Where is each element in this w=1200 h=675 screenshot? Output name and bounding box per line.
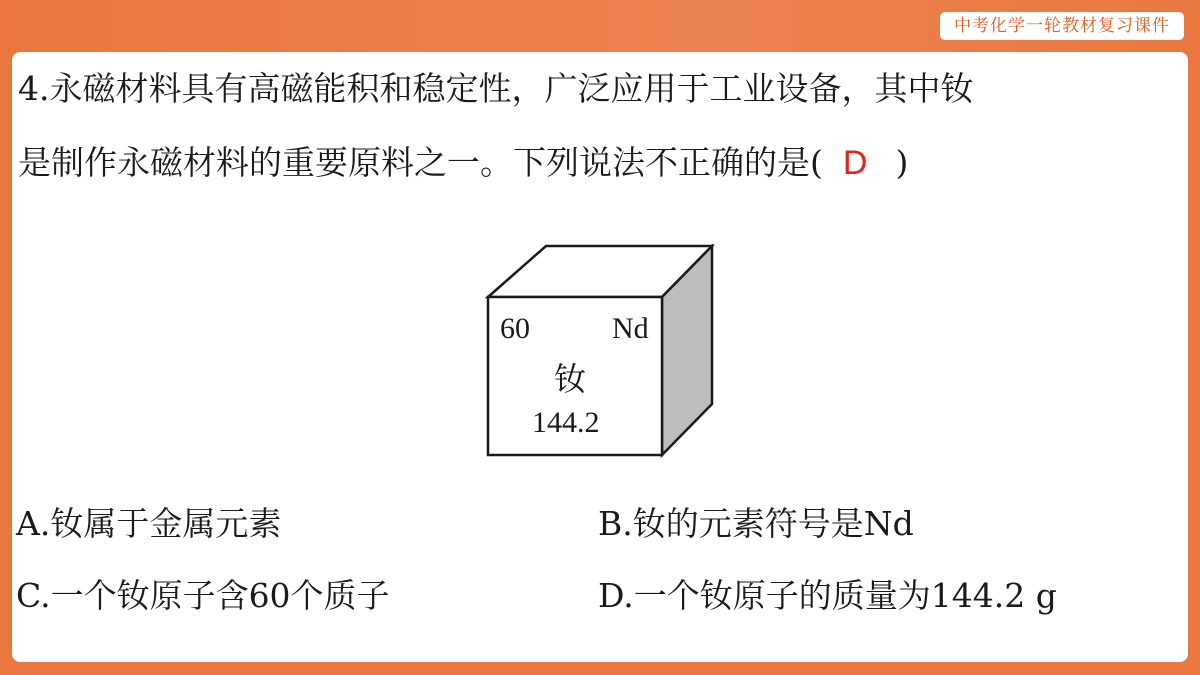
atomic-number: 60 xyxy=(500,312,530,345)
question-line-2 xyxy=(18,126,1168,200)
option-c: C.一个钕原子含60个质子 xyxy=(16,576,390,615)
option-d: D.一个钕原子的质量为144.2 g xyxy=(598,576,1057,615)
option-a: A.钕属于金属元素 xyxy=(16,504,282,543)
element-symbol: Nd xyxy=(612,312,649,345)
question-line-1: 4.永磁材料具有高磁能积和稳定性，广泛应用于工业设备，其中钕 xyxy=(18,69,974,108)
periodic-element-cube xyxy=(476,244,716,462)
question-close-paren: ) xyxy=(895,143,909,182)
course-title-badge: 中考化学一轮教材复习课件 xyxy=(940,12,1184,40)
question-line-2-text: 是制作永磁材料的重要原料之一。下列说法不正确的是( xyxy=(18,143,823,182)
question-text xyxy=(18,52,1168,200)
answer-mark: D xyxy=(842,144,868,182)
element-name: 钕 xyxy=(554,360,587,398)
atomic-mass: 144.2 xyxy=(532,406,600,439)
option-b: B.钕的元素符号是Nd xyxy=(598,504,914,543)
